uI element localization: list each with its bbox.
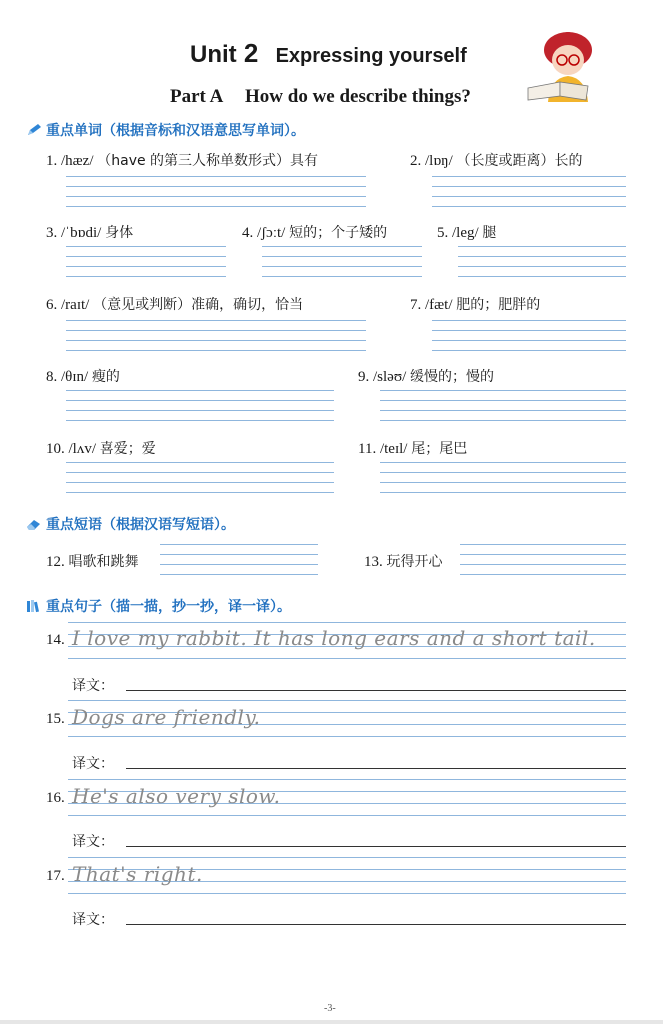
unit-label: Unit <box>190 41 237 68</box>
word-item-1: 1. /hæz/ （have 的第三人称单数形式）具有 <box>46 153 319 169</box>
sentence-num-16: 16. <box>46 790 65 806</box>
unit-number: 2 <box>243 38 259 68</box>
word-item-5: 5. /leg/ 腿 <box>437 225 497 241</box>
part-title <box>170 86 471 108</box>
word-item-10: 10. /lʌv/ 喜爱；爱 <box>46 441 156 457</box>
answer-lines-8[interactable] <box>66 390 334 430</box>
answer-lines-9[interactable] <box>380 390 626 430</box>
translation-label-16: 译文： <box>72 834 114 850</box>
word-item-3: 3. /ˈbɒdi/ 身体 <box>46 225 134 241</box>
word-item-6: 6. /raɪt/ （意见或判断）准确，确切，恰当 <box>46 297 304 313</box>
reading-girl-illustration <box>520 30 606 106</box>
answer-lines-1[interactable] <box>66 176 366 216</box>
translation-label-14: 译文： <box>72 678 114 694</box>
word-item-11: 11. /teɪl/ 尾；尾巴 <box>358 441 468 457</box>
translation-line-15[interactable] <box>126 768 626 769</box>
answer-lines-7[interactable] <box>432 320 626 360</box>
phrase-item-12: 12. 唱歌和跳舞 <box>46 554 139 570</box>
answer-lines-4[interactable] <box>262 246 422 286</box>
word-item-4: 4. /ʃɔːt/ 短的；个子矮的 <box>242 225 388 241</box>
translation-line-16[interactable] <box>126 846 626 847</box>
word-item-8: 8. /θɪn/ 瘦的 <box>46 369 120 385</box>
translation-line-14[interactable] <box>126 690 626 691</box>
translation-label-17: 译文： <box>72 912 114 928</box>
sentences-heading-text: 重点句子（描一描，抄一抄，译一译）。 <box>46 599 291 615</box>
words-section-heading <box>26 120 305 140</box>
words-heading-text: 重点单词（根据音标和汉语意思写单词）。 <box>46 123 305 139</box>
answer-lines-5[interactable] <box>458 246 626 286</box>
phrases-section-heading <box>26 514 235 534</box>
trace-sentence-16: He's also very slow. <box>72 784 281 808</box>
footer-bar <box>0 1020 663 1024</box>
sentence-num-14: 14. <box>46 632 65 648</box>
trace-sentence-15: Dogs are friendly. <box>72 705 261 729</box>
unit-title <box>190 38 467 69</box>
phrase-lines-12[interactable] <box>160 544 318 578</box>
answer-lines-3[interactable] <box>66 246 226 286</box>
sentences-section-heading <box>26 596 291 616</box>
word-item-9: 9. /sləʊ/ 缓慢的；慢的 <box>358 369 494 385</box>
page-number: -3- <box>324 1003 336 1014</box>
phrases-heading-text: 重点短语（根据汉语写短语）。 <box>46 517 235 533</box>
answer-lines-10[interactable] <box>66 462 334 502</box>
phrase-item-13: 13. 玩得开心 <box>364 554 443 570</box>
part-question: How do we describe things? <box>245 86 471 107</box>
answer-lines-11[interactable] <box>380 462 626 502</box>
word-item-7: 7. /fæt/ 肥的；肥胖的 <box>410 297 541 313</box>
unit-subtitle: Expressing yourself <box>275 45 467 67</box>
pencil-icon <box>26 123 42 137</box>
phrase-lines-13[interactable] <box>460 544 626 578</box>
answer-lines-2[interactable] <box>432 176 626 216</box>
sentence-num-15: 15. <box>46 711 65 727</box>
part-label: Part A <box>170 86 223 107</box>
books-icon <box>26 599 42 613</box>
answer-lines-6[interactable] <box>66 320 366 360</box>
translation-label-15: 译文： <box>72 756 114 772</box>
translation-line-17[interactable] <box>126 924 626 925</box>
trace-sentence-17: That's right. <box>72 862 203 886</box>
sentence-num-17: 17. <box>46 868 65 884</box>
word-item-2: 2. /lɒŋ/ （长度或距离）长的 <box>410 153 583 169</box>
eraser-icon <box>26 517 42 531</box>
trace-sentence-14: I love my rabbit. It has long ears and a short tail. <box>72 626 596 650</box>
